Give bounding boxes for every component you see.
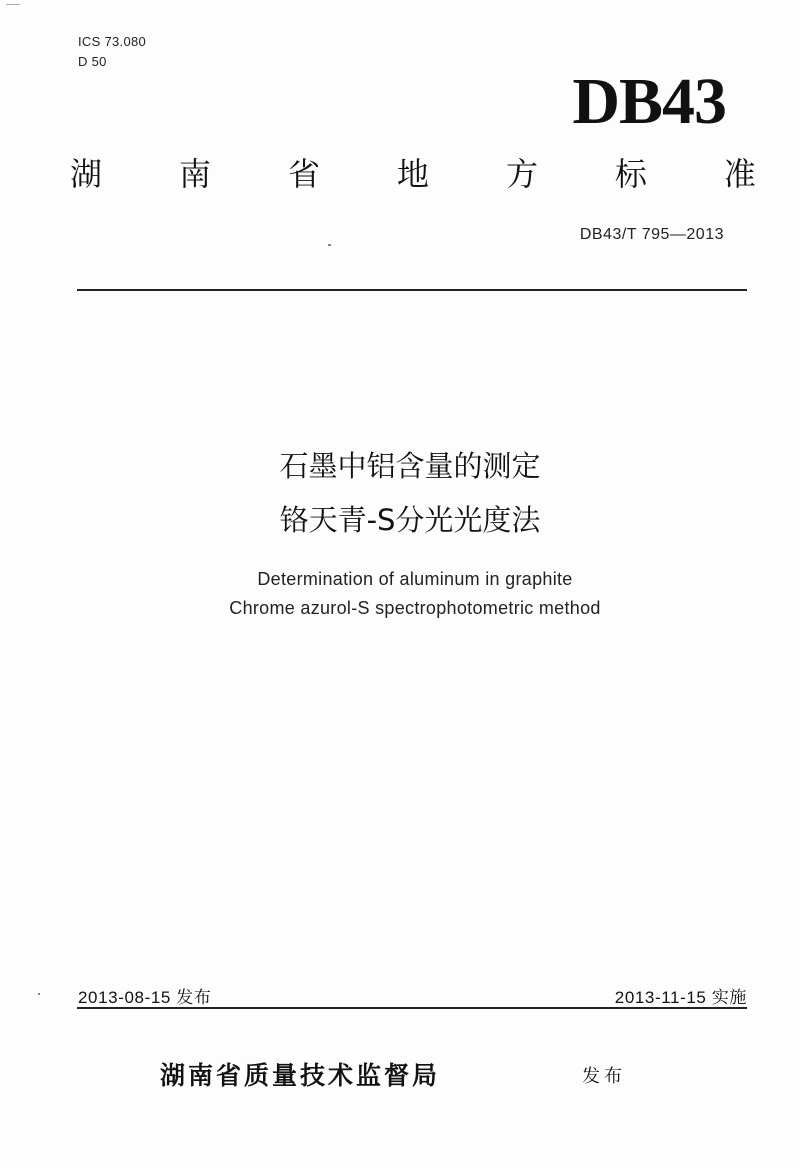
provincial-title-char: 湖 xyxy=(70,155,103,193)
issue-date: 2013-08-15 发布 xyxy=(78,988,212,1007)
standard-number: DB43/T 795—2013 xyxy=(579,226,724,243)
scan-speck xyxy=(6,4,20,5)
provincial-title-char: 准 xyxy=(723,155,756,193)
publish-label: 发布 xyxy=(582,1066,626,1087)
chinese-title-line-2: 铬天青-S分光光度法 xyxy=(279,503,541,537)
classification-code: D 50 xyxy=(78,54,107,69)
english-title-line-2: Chrome azurol-S spectrophotometric method xyxy=(229,598,601,618)
implementation-date: 2013-11-15 实施 xyxy=(614,988,747,1007)
db-mark: DB43 xyxy=(572,65,726,138)
provincial-title-char: 标 xyxy=(614,155,647,193)
top-divider xyxy=(77,289,747,291)
scan-speck xyxy=(328,244,331,246)
english-title-line-1: Determination of aluminum in graphite xyxy=(257,569,573,589)
provincial-title-char: 南 xyxy=(178,155,211,193)
provincial-title-char: 省 xyxy=(287,155,320,193)
bottom-divider xyxy=(77,1007,747,1009)
scan-speck xyxy=(38,993,40,995)
provincial-standard-title xyxy=(70,152,756,196)
chinese-title-line-1: 石墨中铝含量的测定 xyxy=(279,449,541,483)
publisher-name: 湖南省质量技术监督局 xyxy=(160,1061,441,1090)
ics-code: ICS 73.080 xyxy=(78,34,147,49)
provincial-title-char: 地 xyxy=(396,155,429,193)
provincial-title-char: 方 xyxy=(505,155,538,193)
